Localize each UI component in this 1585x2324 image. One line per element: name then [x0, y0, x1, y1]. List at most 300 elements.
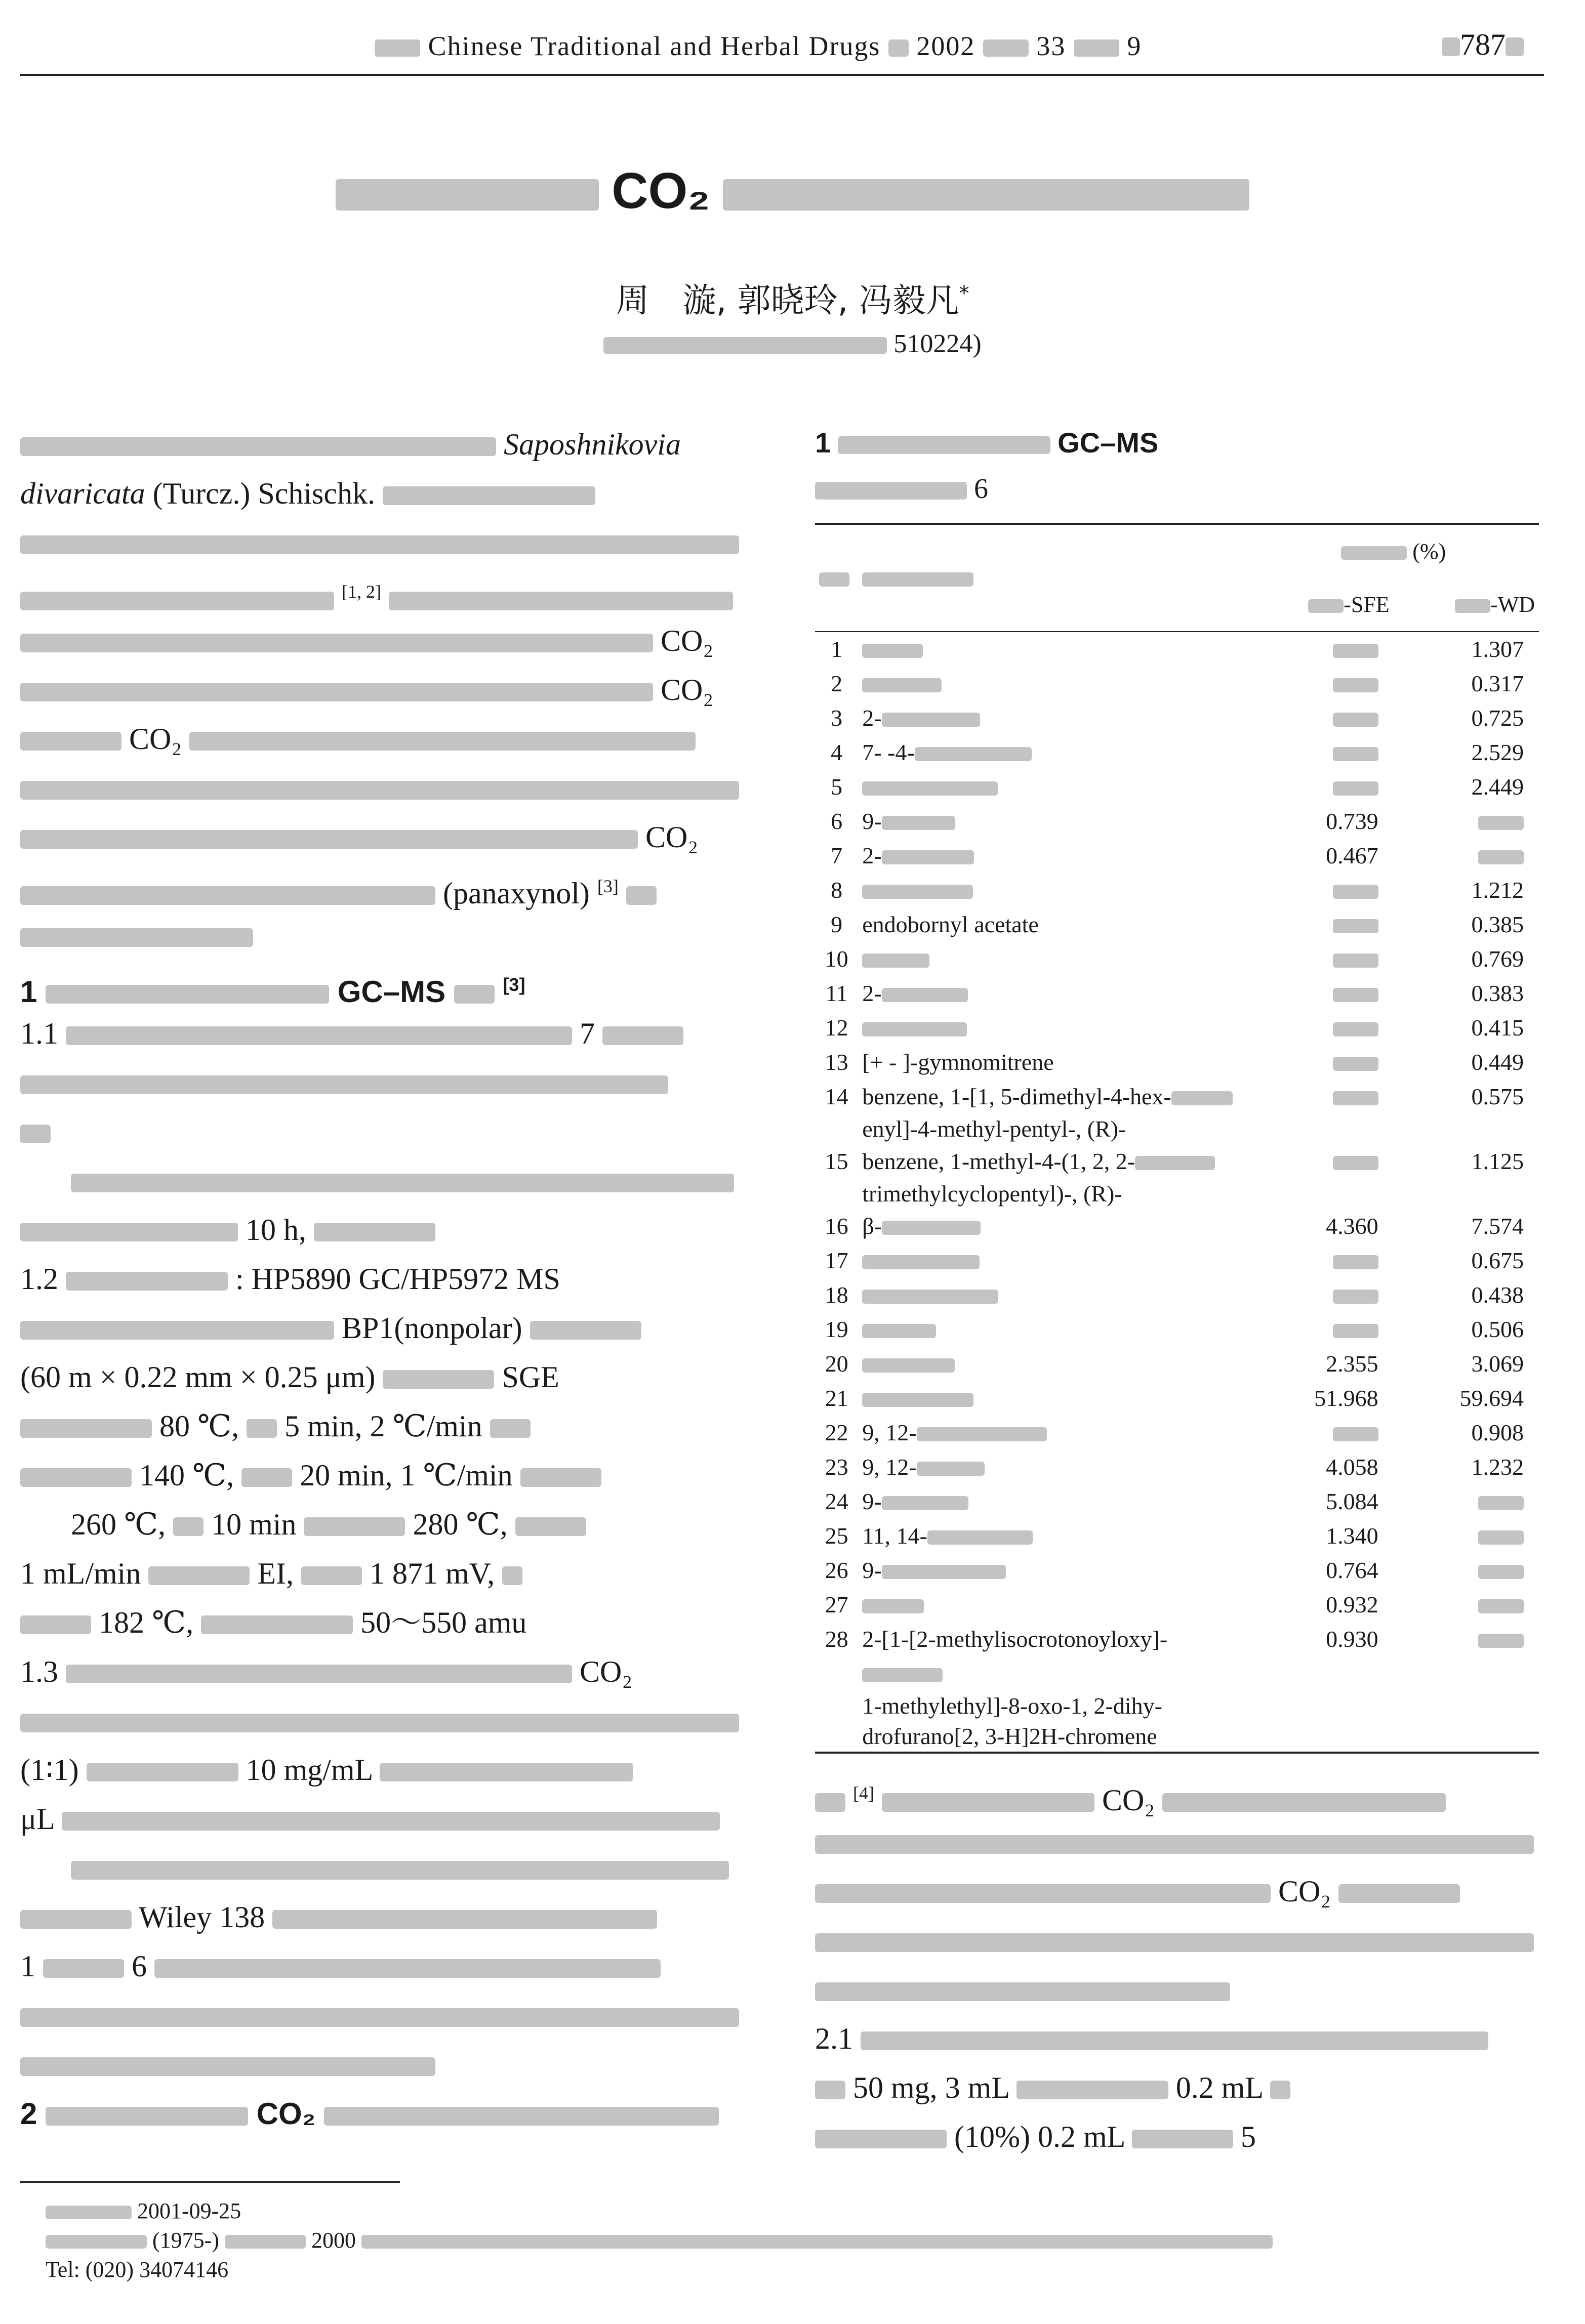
journal-name: Chinese Traditional and Herbal Drugs — [428, 31, 881, 61]
co2-text: CO₂ — [1102, 1783, 1155, 1817]
value-sfe: 0.467 — [1326, 843, 1378, 868]
row-number: 25 — [825, 1523, 848, 1549]
garbled-text — [1333, 747, 1378, 762]
garbled-text — [862, 678, 942, 693]
compound-name-text: 2-[1-[2-methylisocrotonoyloxy]- — [862, 1626, 1168, 1652]
text-line — [20, 1795, 744, 1844]
running-header — [20, 20, 1544, 76]
garbled-text — [20, 1910, 132, 1929]
page-number-value: 787 — [1460, 28, 1506, 61]
percentage: (10%) — [954, 2120, 1030, 2153]
garbled-text — [1333, 1057, 1378, 1071]
garbled-text — [1506, 37, 1524, 56]
garbled-text — [225, 2235, 306, 2249]
garbled-text — [1333, 885, 1378, 899]
garbled-text — [626, 886, 657, 905]
co2-text: CO₂ — [1278, 1875, 1331, 1908]
garbled-text — [247, 1419, 277, 1438]
row-number-empty — [815, 1691, 858, 1721]
co2-text: CO₂ — [661, 624, 714, 657]
value-wd: 0.438 — [1471, 1282, 1524, 1308]
value-sfe — [1248, 873, 1393, 907]
garbled-text — [861, 2031, 1488, 2050]
garbled-text — [66, 1272, 228, 1291]
text-line — [20, 1451, 744, 1500]
author-names: 周 漩, 郭晓玲, 冯毅凡 — [616, 281, 959, 320]
text-line — [20, 1156, 744, 1206]
garbled-text — [1333, 678, 1378, 693]
garbled-text — [454, 985, 495, 1004]
compound-name-continued: trimethylcyclopentyl)-, (R)- — [862, 1181, 1122, 1207]
citation: [3] — [503, 974, 525, 995]
garbled-text — [66, 1665, 572, 1683]
value-sfe — [1248, 976, 1393, 1011]
garbled-text — [815, 1982, 1230, 2001]
title-co2: CO₂ — [612, 162, 710, 219]
garbled-text — [173, 1517, 204, 1536]
garbled-text — [1333, 1427, 1378, 1442]
text-line — [20, 2040, 744, 2089]
co2-text: CO₂ — [580, 1655, 633, 1688]
garbled-text — [20, 1419, 152, 1438]
row-number: 22 — [825, 1420, 848, 1445]
value: 1 — [20, 1949, 35, 1983]
table-row — [815, 632, 1539, 667]
compound-name-continued: drofurano[2, 3-H]2H-chromene — [858, 1721, 1248, 1753]
garbled-text — [1135, 1156, 1215, 1171]
subsection-number: 1.3 — [20, 1655, 58, 1688]
garbled-text — [815, 1884, 1271, 1903]
value-sfe: 1.340 — [1326, 1523, 1378, 1549]
garbled-text — [819, 572, 849, 586]
garbled-text — [336, 179, 599, 211]
garbled-text — [1478, 1565, 1524, 1580]
value-sfe — [1248, 907, 1393, 942]
table-number: 1 — [815, 427, 831, 459]
garbled-text — [272, 1910, 657, 1929]
text-line — [20, 813, 744, 862]
garbled-text — [20, 535, 739, 554]
volume: 3 mL — [945, 2071, 1009, 2104]
garbled-text — [301, 1566, 362, 1585]
left-column — [20, 420, 744, 2138]
compound-name — [858, 735, 1248, 770]
caption-n: 6 — [974, 473, 988, 505]
table-row — [815, 1553, 1539, 1588]
garbled-text — [1333, 1091, 1378, 1106]
value-sfe — [1248, 1011, 1393, 1045]
table-row-continuation — [815, 1691, 1539, 1721]
text-line — [20, 1206, 744, 1255]
mass: 50 mg, — [853, 2071, 938, 2104]
text-line — [20, 1696, 744, 1746]
compound-name-text: 9, 12- — [862, 1420, 917, 1445]
journal-volume: 33 — [1036, 31, 1066, 61]
table-row — [815, 770, 1539, 804]
table-row — [815, 1209, 1539, 1243]
garbled-text — [361, 2235, 1273, 2249]
garbled-text — [862, 1290, 998, 1304]
value-sfe: 0.764 — [1326, 1557, 1378, 1583]
value-wd: 0.317 — [1471, 671, 1524, 696]
garbled-text — [1270, 2081, 1290, 2099]
compound-name — [858, 1080, 1248, 1114]
text-line — [20, 1500, 744, 1549]
right-column — [815, 420, 1544, 2162]
value-wd: 0.769 — [1471, 946, 1524, 972]
compound-name — [858, 1278, 1248, 1312]
garbled-text — [380, 1763, 633, 1781]
species-name: Saposhnikovia — [504, 428, 681, 461]
garbled-text — [20, 781, 739, 800]
garbled-text — [882, 850, 974, 865]
value-sfe: 4.360 — [1326, 1213, 1378, 1239]
garbled-text — [1333, 1156, 1378, 1171]
co2-text: CO₂ — [129, 722, 182, 756]
row-number: 14 — [825, 1084, 848, 1109]
text-line — [20, 616, 744, 666]
compound-name — [858, 1519, 1248, 1553]
footnote — [46, 2196, 1514, 2285]
garbled-text — [915, 747, 1032, 762]
garbled-text — [20, 1615, 91, 1634]
garbled-text — [20, 437, 496, 456]
value-wd — [1394, 839, 1539, 873]
value-sfe — [1248, 667, 1393, 701]
citation: [4] — [853, 1783, 874, 1803]
value-sfe: 0.932 — [1326, 1592, 1378, 1617]
text-line — [20, 1402, 744, 1451]
value-empty — [1394, 1721, 1539, 1753]
volume: 0.2 mL — [1175, 2071, 1263, 2104]
col-header-sfe: -SFE — [1248, 578, 1393, 632]
garbled-text — [1333, 1324, 1378, 1339]
hold-time: 20 min, — [300, 1459, 393, 1492]
garbled-text — [862, 1599, 924, 1614]
footnote-author — [46, 2226, 1514, 2255]
value-wd — [1394, 1484, 1539, 1519]
header-rule — [20, 74, 1544, 76]
garbled-text — [1333, 953, 1378, 968]
garbled-text — [1341, 546, 1407, 560]
compound-table — [815, 523, 1539, 1754]
garbled-text — [1333, 1022, 1378, 1037]
garbled-text — [530, 1321, 641, 1340]
col-header-content — [1248, 524, 1539, 578]
garbled-text — [1478, 1599, 1524, 1614]
compound-name — [858, 1209, 1248, 1243]
value-sfe: 0.930 — [1326, 1626, 1378, 1652]
garbled-text — [324, 2107, 719, 2126]
value: 6 — [132, 1949, 147, 1983]
garbled-text — [71, 1861, 729, 1880]
journal-line — [375, 30, 1142, 62]
garbled-text — [815, 482, 967, 500]
garbled-text — [862, 953, 929, 968]
garbled-text — [882, 1221, 981, 1235]
garbled-text — [515, 1517, 586, 1536]
co2-text: CO₂ — [645, 820, 699, 854]
value-wd: 3.069 — [1471, 1351, 1524, 1377]
rate: 1 ℃/min — [400, 1459, 513, 1492]
col-header-pct: (%) — [1412, 539, 1446, 564]
compound-name-text: 2- — [862, 705, 882, 731]
co2-text: CO₂ — [256, 2097, 316, 2131]
garbled-text — [20, 886, 435, 905]
garbled-text — [1017, 2081, 1168, 2099]
value-sfe — [1248, 1312, 1393, 1347]
text-line — [20, 567, 744, 616]
garbled-text — [304, 1517, 405, 1536]
year: 2000 — [311, 2228, 356, 2253]
caption-gcms: GC–MS — [1058, 427, 1159, 459]
ratio: (1∶1) — [20, 1753, 79, 1787]
garbled-text — [20, 592, 334, 610]
table-row — [815, 873, 1539, 907]
garbled-text — [389, 592, 733, 610]
citation: [3] — [597, 876, 619, 896]
subsection-number: 1.2 — [20, 1262, 58, 1296]
table-row — [815, 1519, 1539, 1553]
compound-name — [858, 839, 1248, 873]
garbled-text — [917, 1427, 1047, 1442]
value-wd: 0.449 — [1471, 1049, 1524, 1075]
garbled-text — [20, 1075, 668, 1094]
garbled-text — [46, 2235, 147, 2249]
value-empty — [1394, 1691, 1539, 1721]
text-line — [20, 1942, 744, 1991]
hold-time: 10 min — [211, 1508, 297, 1541]
species-epithet: divaricata — [20, 477, 145, 510]
row-number: 23 — [825, 1454, 848, 1480]
garbled-text — [862, 1358, 955, 1373]
garbled-text — [20, 1468, 132, 1487]
garbled-text — [383, 1370, 494, 1389]
garbled-text — [983, 39, 1029, 56]
birth-year: (1975-) — [152, 2228, 219, 2253]
compound-name — [858, 1011, 1248, 1045]
col-header-name — [858, 524, 1248, 632]
garbled-text — [148, 1566, 250, 1585]
compound-name-text: 2- — [862, 980, 882, 1006]
compound-name — [858, 1144, 1248, 1179]
garbled-text — [20, 1321, 334, 1340]
text-line — [20, 764, 744, 813]
value-wd: 0.506 — [1471, 1316, 1524, 1342]
row-number: 12 — [825, 1015, 848, 1041]
value-wd: 0.415 — [1471, 1015, 1524, 1041]
garbled-text — [882, 988, 968, 1003]
compound-name: (panaxynol) — [443, 877, 590, 910]
garbled-text — [815, 1835, 1534, 1854]
garbled-text — [862, 885, 973, 899]
subsection-1-3 — [20, 1647, 744, 1696]
col-header-no — [815, 524, 858, 632]
garbled-text — [1333, 988, 1378, 1003]
column-dims: (60 m × 0.22 mm × 0.25 μm) — [20, 1360, 376, 1394]
garbled-text — [490, 1419, 531, 1438]
temp: 80 ℃, — [159, 1409, 239, 1443]
garbled-text — [46, 2107, 248, 2126]
value-wd: 1.232 — [1471, 1454, 1524, 1480]
compound-name — [858, 1588, 1248, 1622]
wd-label: WD — [1497, 592, 1535, 617]
garbled-text — [502, 1566, 522, 1585]
compound-name — [858, 1312, 1248, 1347]
garbled-text — [1333, 644, 1378, 658]
garbled-text — [1333, 1255, 1378, 1270]
value-sfe — [1248, 1243, 1393, 1278]
compound-name-continued: 1-methylethyl]-8-oxo-1, 2-dihy- — [862, 1693, 1162, 1719]
garbled-text — [882, 1496, 968, 1511]
row-number: 13 — [825, 1049, 848, 1075]
row-number: 9 — [831, 911, 843, 937]
footnote-received — [46, 2196, 1514, 2226]
row-number: 19 — [825, 1316, 848, 1342]
value-wd: 0.908 — [1471, 1420, 1524, 1445]
volume: 0.2 mL — [1037, 2120, 1125, 2153]
table-row — [815, 735, 1539, 770]
value-wd: 0.725 — [1471, 705, 1524, 731]
author-list — [0, 273, 1585, 321]
value-wd: 59.694 — [1459, 1385, 1524, 1411]
hold-time: 5 min, — [285, 1409, 362, 1443]
journal-issue: 9 — [1127, 31, 1142, 61]
temp: 182 ℃, — [99, 1606, 194, 1639]
row-number: 24 — [825, 1488, 848, 1514]
rate: 2 ℃/min — [370, 1409, 482, 1443]
compound-name-text: 2- — [862, 843, 882, 868]
table-row — [815, 1045, 1539, 1080]
garbled-text — [862, 572, 973, 586]
subsection-2-1 — [815, 2014, 1544, 2063]
garbled-text — [20, 732, 121, 751]
compound-name-text: 11, 14- — [862, 1523, 927, 1549]
row-number: 26 — [825, 1557, 848, 1583]
mass-range: 50～550 amu — [360, 1606, 527, 1639]
subsection-number: 2.1 — [815, 2022, 853, 2055]
value-wd: 1.307 — [1394, 632, 1539, 667]
garbled-text — [520, 1468, 601, 1487]
value: 7 — [580, 1017, 595, 1050]
garbled-text — [87, 1763, 238, 1781]
library-name: Wiley 138 — [138, 1900, 265, 1934]
garbled-text — [1333, 713, 1378, 727]
value-sfe: 0.739 — [1326, 808, 1378, 834]
text-line — [815, 2112, 1544, 2162]
voltage: 1 871 mV, — [369, 1557, 495, 1590]
garbled-text — [862, 1324, 936, 1339]
text-line — [20, 715, 744, 764]
garbled-text — [46, 2206, 132, 2219]
gcms-label: GC–MS — [337, 975, 446, 1009]
row-number: 15 — [825, 1148, 848, 1174]
table-row — [815, 1450, 1539, 1484]
garbled-text — [815, 1793, 845, 1812]
value-wd: 0.575 — [1471, 1084, 1524, 1109]
garbled-text — [1455, 599, 1490, 613]
species-authority: (Turcz.) Schischk. — [152, 477, 376, 510]
value-sfe — [1248, 1278, 1393, 1312]
row-number: 16 — [825, 1213, 848, 1239]
section-number: 2 — [20, 2097, 37, 2131]
postcode: 510224) — [893, 329, 982, 358]
garbled-text — [1478, 1530, 1524, 1545]
value-wd: 0.385 — [1471, 911, 1524, 937]
garbled-text — [314, 1223, 435, 1241]
footnote-tel: Tel: (020) 34074146 — [46, 2257, 229, 2282]
garbled-text — [862, 1668, 943, 1683]
section-number: 1 — [20, 975, 37, 1009]
compound-name — [858, 804, 1248, 839]
garbled-text — [383, 486, 595, 505]
text-line — [20, 1304, 744, 1353]
garbled-text — [1442, 37, 1460, 56]
value-wd: 0.383 — [1471, 980, 1524, 1006]
section-heading-1 — [20, 960, 744, 1009]
value-empty — [1248, 1721, 1393, 1753]
garbled-text — [46, 985, 329, 1004]
compound-name — [858, 1347, 1248, 1381]
section-heading-2 — [20, 2089, 744, 2138]
value-sfe — [1248, 1416, 1393, 1450]
garbled-text — [1308, 599, 1344, 613]
duration: 10 h, — [246, 1213, 306, 1247]
garbled-text — [20, 2057, 435, 2076]
affiliation — [0, 329, 1585, 359]
compound-name-continued: enyl]-4-methyl-pentyl-, (R)- — [862, 1116, 1126, 1142]
garbled-text — [201, 1615, 353, 1634]
table-row — [815, 1622, 1539, 1691]
garbled-text — [20, 1714, 739, 1732]
table-row-continuation — [815, 1179, 1539, 1209]
compound-name-text: 7- -4- — [862, 739, 915, 765]
compound-name — [858, 1622, 1248, 1691]
garbled-text — [838, 436, 1050, 454]
value-sfe — [1248, 770, 1393, 804]
table-row — [815, 976, 1539, 1011]
garbled-text — [375, 39, 420, 56]
garbled-text — [43, 1959, 124, 1978]
garbled-text — [1132, 2130, 1233, 2148]
citation: [1, 2] — [342, 582, 381, 602]
value-empty — [1394, 1114, 1539, 1144]
garbled-text — [882, 713, 980, 727]
subsection-1-1 — [20, 1009, 744, 1058]
compound-name — [858, 1045, 1248, 1080]
row-number-empty — [815, 1179, 858, 1209]
garbled-text — [917, 1462, 985, 1476]
garbled-text — [66, 1026, 572, 1045]
sfe-label: SFE — [1351, 592, 1390, 617]
column-vendor: SGE — [502, 1360, 559, 1394]
garbled-text — [20, 1125, 51, 1143]
compound-name — [858, 1381, 1248, 1416]
compound-name-text: β- — [862, 1213, 882, 1239]
value-wd — [1394, 1588, 1539, 1622]
compound-name-text: [+ - ]-gymnomitrene — [862, 1049, 1054, 1075]
row-number: 10 — [825, 946, 848, 972]
value-sfe: 51.968 — [1314, 1385, 1378, 1411]
text-line — [20, 1549, 744, 1598]
ionization: EI, — [257, 1557, 294, 1590]
text-line — [20, 666, 744, 715]
table-row — [815, 1243, 1539, 1278]
table-row — [815, 839, 1539, 873]
value-wd: 1.125 — [1471, 1148, 1524, 1174]
flow-rate: 1 mL/min — [20, 1557, 141, 1590]
value-sfe — [1248, 942, 1393, 976]
